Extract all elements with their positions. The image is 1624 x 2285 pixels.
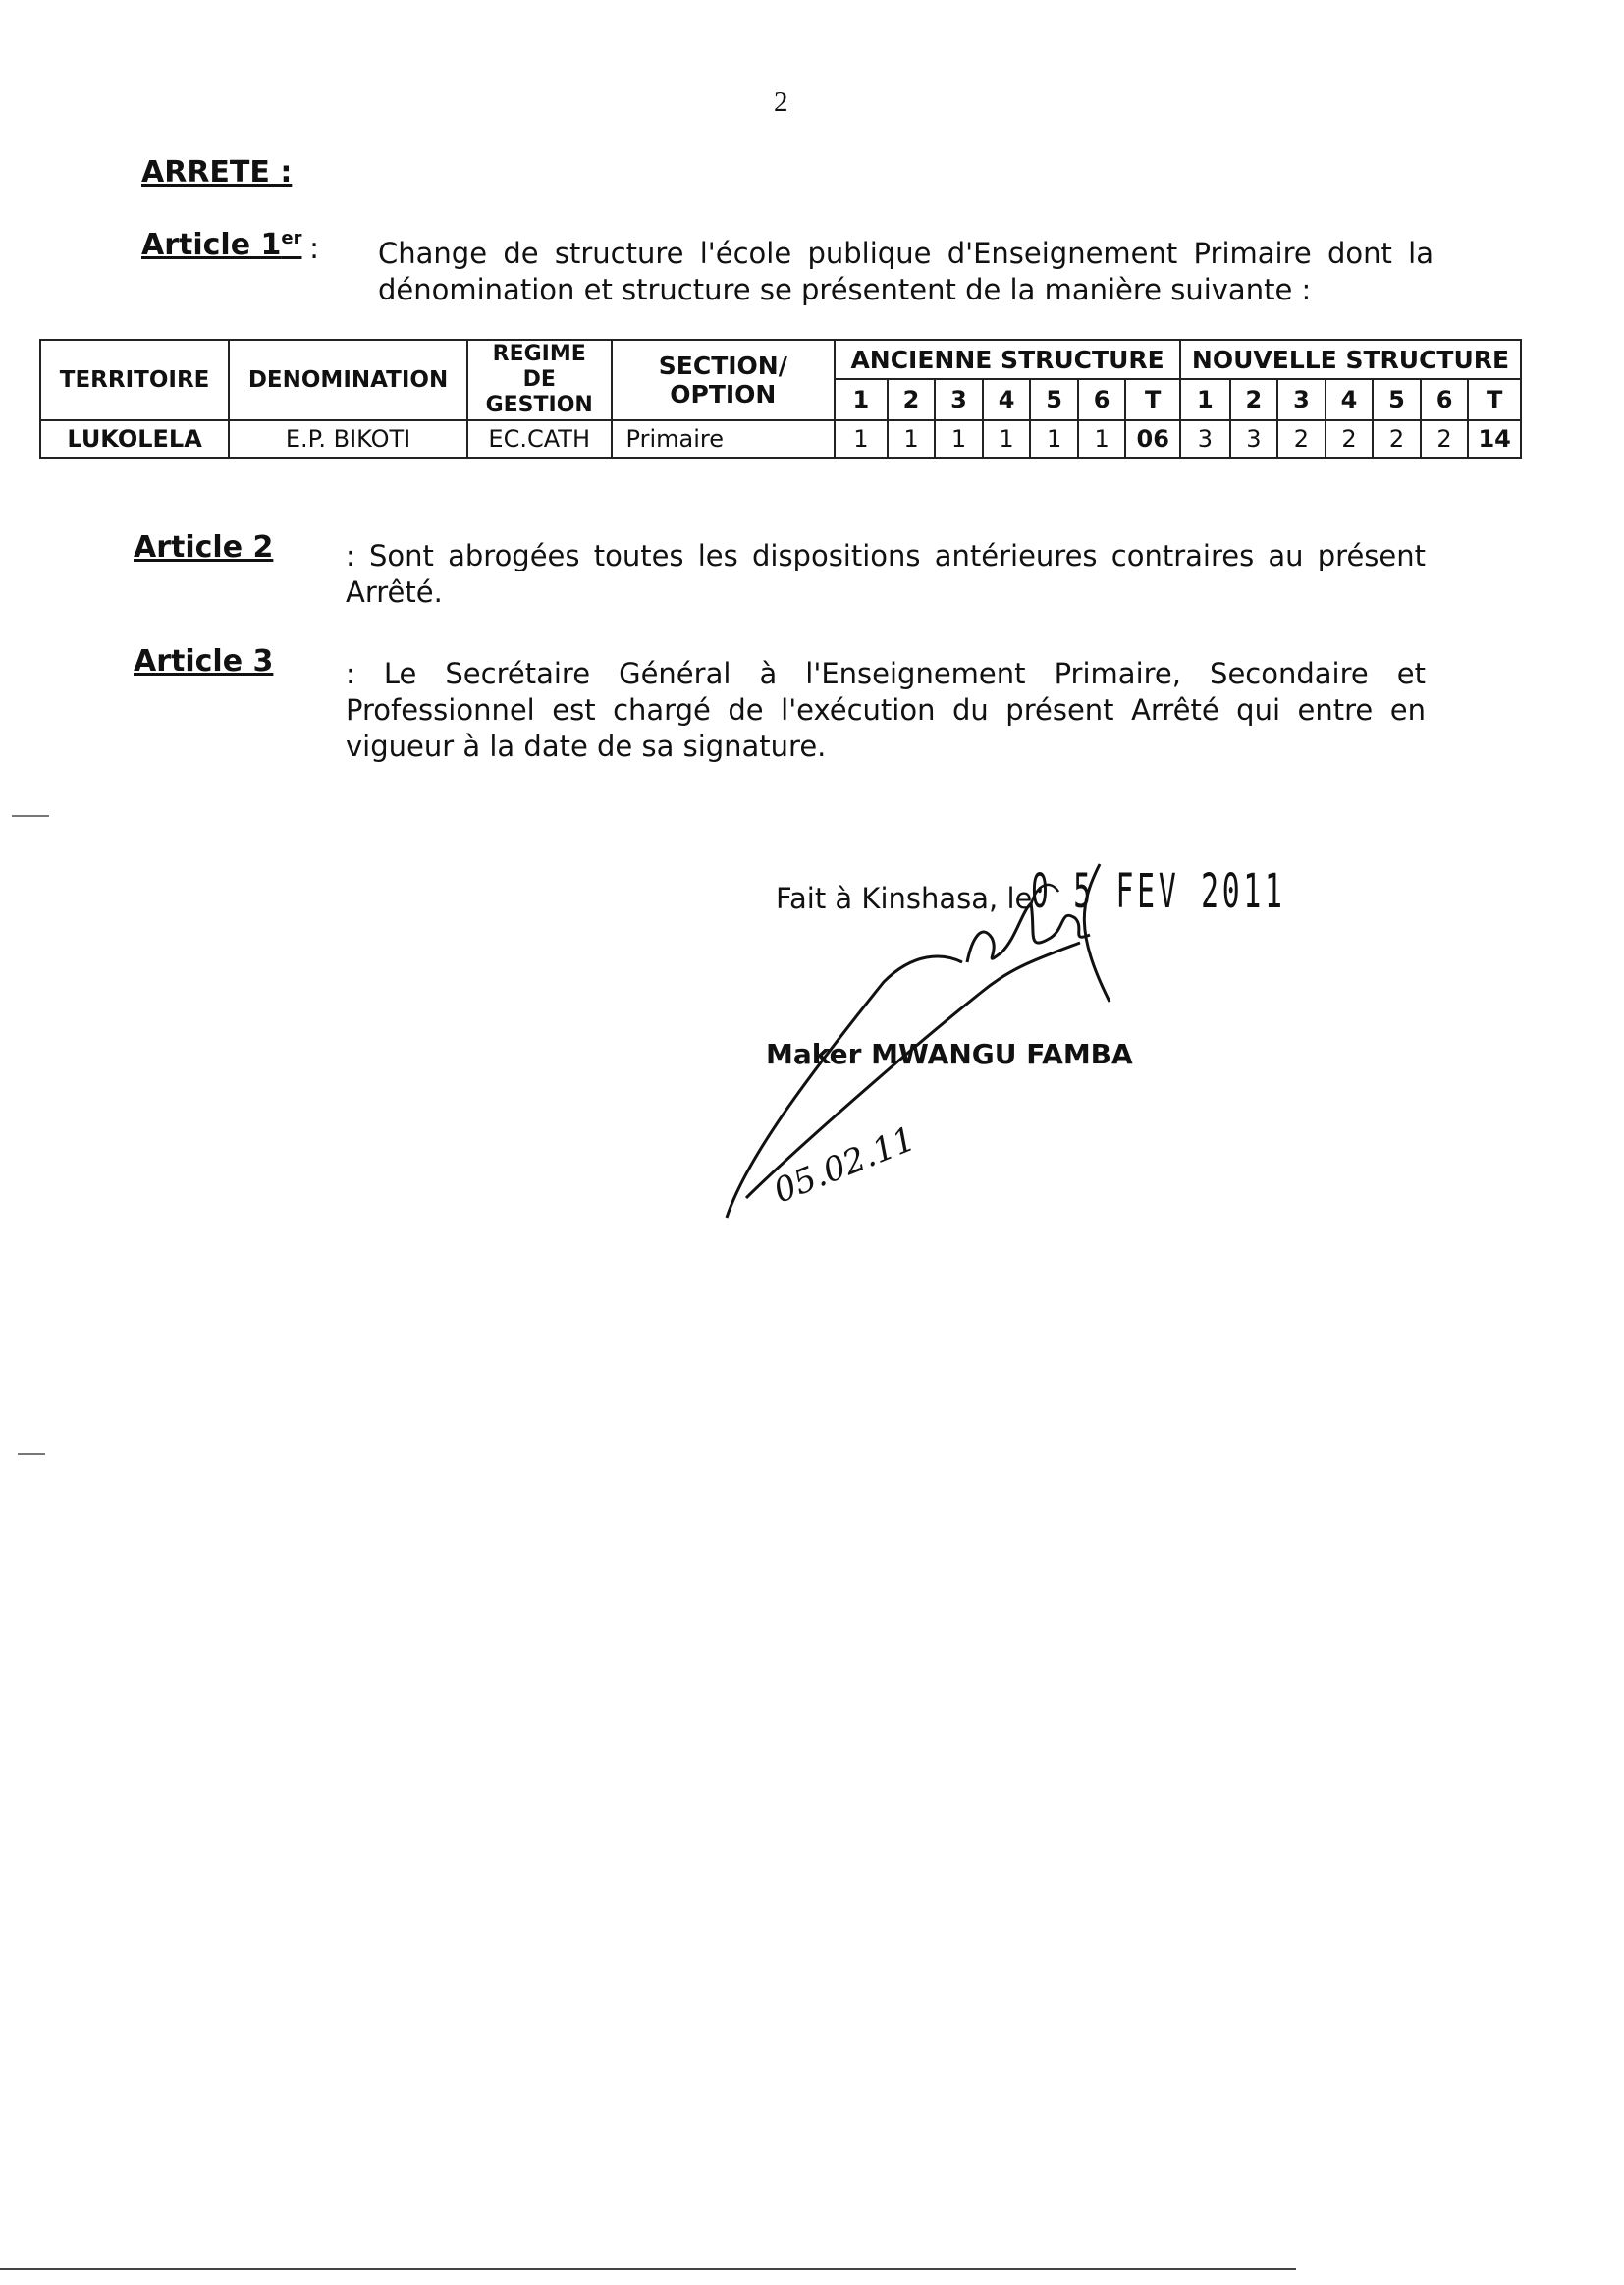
ancienne-level-total: T: [1125, 379, 1180, 420]
date-stamp: 0 5 FEV 2011: [1031, 864, 1286, 919]
ancienne-level-2: 2: [888, 379, 936, 420]
handwritten-date: 05.02.11: [768, 1118, 921, 1212]
cell-ancienne-2: 1: [888, 420, 936, 458]
cell-nouvelle-4: 2: [1326, 420, 1374, 458]
article-1-label: [141, 228, 301, 262]
table-row: [40, 420, 1521, 458]
header-regime-line1: REGIME: [492, 342, 586, 366]
decree-heading: ARRETE :: [141, 155, 293, 190]
header-territoire: TERRITOIRE: [40, 340, 229, 420]
ancienne-level-3: 3: [935, 379, 983, 420]
header-section-option: [612, 340, 836, 420]
fait-a-kinshasa: Fait à Kinshasa, le: [776, 882, 1033, 915]
cell-nouvelle-6: 2: [1421, 420, 1469, 458]
cell-territoire: LUKOLELA: [40, 420, 229, 458]
header-regime-line2: DE: [522, 367, 556, 392]
article-2-text: : Sont abrogées toutes les dispositions antérieures contraires au présent Arrêté.: [346, 539, 1426, 609]
article-3-text: : Le Secrétaire Général à l'Enseignement Primaire, Secondaire et Professionnel est chargé de l'exécution du présent Arrêté qui entre en vigueur à la date de sa signature.: [346, 657, 1426, 763]
bottom-rule: [0, 2268, 1296, 2270]
header-regime-line3: GESTION: [485, 393, 593, 417]
article-1-colon: :: [309, 232, 320, 266]
cell-nouvelle-1: 3: [1180, 420, 1230, 458]
article-3-label: Article 3: [134, 644, 274, 679]
header-regime-de-gestion: [467, 340, 612, 420]
article-1-text: Change de structure l'école publique d'Enseignement Primaire dont la dénomination et structure se présentent de la manière suivante :: [378, 237, 1434, 306]
signatory-name: Maker MWANGU FAMBA: [766, 1038, 1133, 1070]
nouvelle-level-5: 5: [1373, 379, 1421, 420]
cell-nouvelle-total: 14: [1468, 420, 1521, 458]
nouvelle-level-3: 3: [1277, 379, 1326, 420]
nouvelle-level-2: 2: [1230, 379, 1278, 420]
header-section-line2: OPTION: [670, 380, 777, 408]
cell-ancienne-4: 1: [983, 420, 1031, 458]
header-denomination: DENOMINATION: [229, 340, 467, 420]
cell-ancienne-1: 1: [835, 420, 888, 458]
nouvelle-level-6: 6: [1421, 379, 1469, 420]
cell-section: Primaire: [612, 420, 836, 458]
cell-ancienne-6: 1: [1078, 420, 1126, 458]
article-2-label: Article 2: [134, 530, 274, 565]
ancienne-level-1: 1: [835, 379, 888, 420]
ancienne-level-4: 4: [983, 379, 1031, 420]
header-nouvelle-structure: NOUVELLE STRUCTURE: [1180, 340, 1521, 379]
article-1-label-text: Article 1: [141, 228, 282, 262]
page-number: 2: [774, 86, 788, 118]
article-1-superscript: er: [281, 228, 302, 248]
table-header-row: [40, 340, 1521, 379]
header-section-line1: SECTION/: [658, 352, 787, 380]
cell-denomination: E.P. BIKOTI: [229, 420, 467, 458]
cell-regime: EC.CATH: [467, 420, 612, 458]
nouvelle-level-total: T: [1468, 379, 1521, 420]
ancienne-level-5: 5: [1030, 379, 1078, 420]
cell-ancienne-3: 1: [935, 420, 983, 458]
cell-nouvelle-3: 2: [1277, 420, 1326, 458]
cell-nouvelle-5: 2: [1373, 420, 1421, 458]
nouvelle-level-1: 1: [1180, 379, 1230, 420]
structure-table: [39, 339, 1522, 459]
scan-speck: [12, 815, 49, 817]
cell-ancienne-5: 1: [1030, 420, 1078, 458]
header-ancienne-structure: ANCIENNE STRUCTURE: [835, 340, 1180, 379]
nouvelle-level-4: 4: [1326, 379, 1374, 420]
cell-nouvelle-2: 3: [1230, 420, 1278, 458]
cell-ancienne-total: 06: [1125, 420, 1180, 458]
ancienne-level-6: 6: [1078, 379, 1126, 420]
scan-speck: [18, 1453, 45, 1455]
